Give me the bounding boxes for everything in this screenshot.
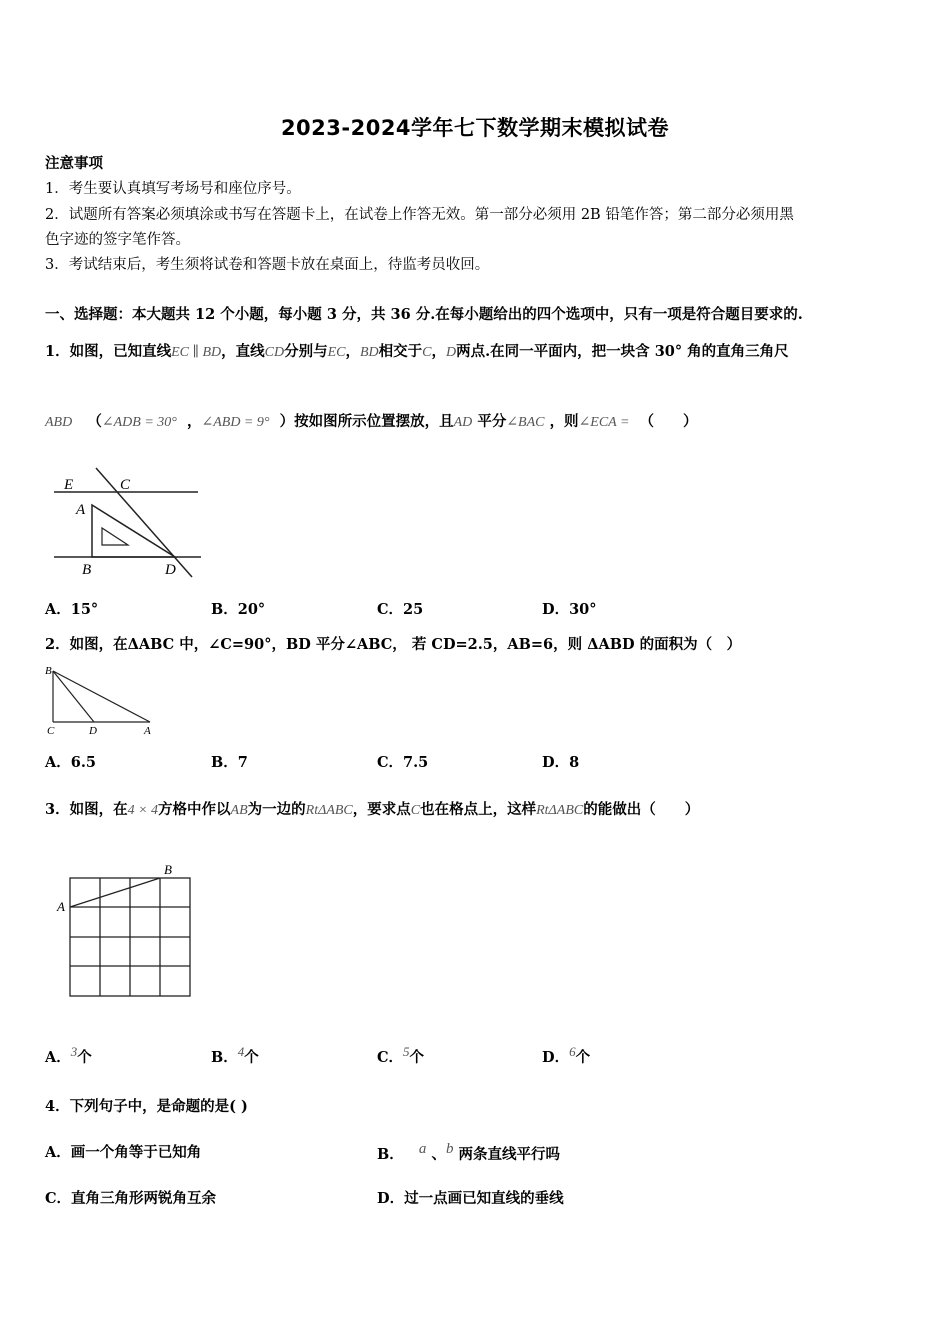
q1-option-d[interactable]: D．30° xyxy=(542,601,597,618)
fig-label-E: E xyxy=(64,477,74,493)
q1-option-b[interactable]: B．20° xyxy=(211,601,266,618)
fig-label-D: D xyxy=(89,725,97,737)
q2-option-d[interactable]: D．8 xyxy=(542,754,580,771)
q4-option-d[interactable]: D．过一点画已知直线的垂线 xyxy=(377,1190,564,1207)
fig-label-B: B xyxy=(82,562,92,578)
q2-option-a[interactable]: A．6.5 xyxy=(45,754,96,771)
q3-option-c[interactable]: C．$^5$个 xyxy=(377,1044,425,1066)
fig-label-C: C xyxy=(120,477,131,493)
notes-item: 色字迹的签字笔作答。 xyxy=(45,232,190,248)
q3-option-b[interactable]: B．$^4$个 xyxy=(211,1044,259,1066)
section-header: 一、选择题：本大题共 12 个小题，每小题 3 分，共 36 分.在每小题给出的四个选项中，只有一项是符合题目要求的. xyxy=(45,306,803,323)
q4-option-b[interactable]: B． $^a$ 、$^b$ 两条直线平行吗 xyxy=(377,1141,561,1163)
fig-label-C: C xyxy=(47,725,55,737)
notes-item: 1．考生要认真填写考场号和座位序号。 xyxy=(45,181,301,197)
q1-line1: 1．如图，已知直线EC ∥ BD，直线CD分别与EC，BD相交于C，D两点.在同一平面内，把一块含 30° 角的直角三角尺 xyxy=(45,343,789,360)
fig-label-A: A xyxy=(57,899,65,914)
q4-option-c[interactable]: C．直角三角形两锐角互余 xyxy=(45,1190,217,1207)
notes-item: 2．试题所有答案必须填涂或书写在答题卡上，在试卷上作答无效。第一部分必须用 2B 铅笔作答；第二部分必须用黑 xyxy=(45,207,794,223)
q2-figure xyxy=(44,662,159,737)
fig-label-A: A xyxy=(76,502,86,518)
q4-option-a[interactable]: A．画一个角等于已知角 xyxy=(45,1144,202,1161)
q2-option-c[interactable]: C．7.5 xyxy=(377,754,429,771)
q1-line2: ABD （∠ADB = 30° ，∠ABD = 9° ）按如图所示位置摆放，且AD 平分∠BAC ，则∠ECA = （ ） xyxy=(45,413,698,430)
fig-label-A: A xyxy=(144,725,151,737)
q1-option-c[interactable]: C．25 xyxy=(377,601,424,618)
notes-item: 3．考试结束后，考生须将试卷和答题卡放在桌面上，待监考员收回。 xyxy=(45,257,490,273)
q1-option-a[interactable]: A．15° xyxy=(45,601,99,618)
q3-option-a[interactable]: A．$^3$个 xyxy=(45,1044,92,1066)
q3-text: 3．如图，在4 × 4方格中作以AB为一边的RtΔABC，要求点C也在格点上，这样RtΔABC的能做出（ ） xyxy=(45,801,700,818)
q4-text: 4．下列句子中，是命题的是( ) xyxy=(45,1098,248,1115)
fig-label-D: D xyxy=(165,562,176,578)
page-title: 2023-2024学年七下数学期末模拟试卷 xyxy=(280,116,670,140)
q2-text: 2．如图，在ΔABC 中，∠C=90°，BD 平分∠ABC， 若 CD=2.5，AB=6，则 ΔABD 的面积为（ ） xyxy=(45,636,742,653)
fig-label-B: B xyxy=(45,665,52,677)
q1-figure xyxy=(48,465,208,580)
q3-option-d[interactable]: D．$^6$个 xyxy=(542,1044,591,1066)
q2-option-b[interactable]: B．7 xyxy=(211,754,248,771)
notes-heading: 注意事项 xyxy=(45,155,103,172)
q3-figure xyxy=(54,858,199,1003)
fig-label-B: B xyxy=(164,862,172,877)
